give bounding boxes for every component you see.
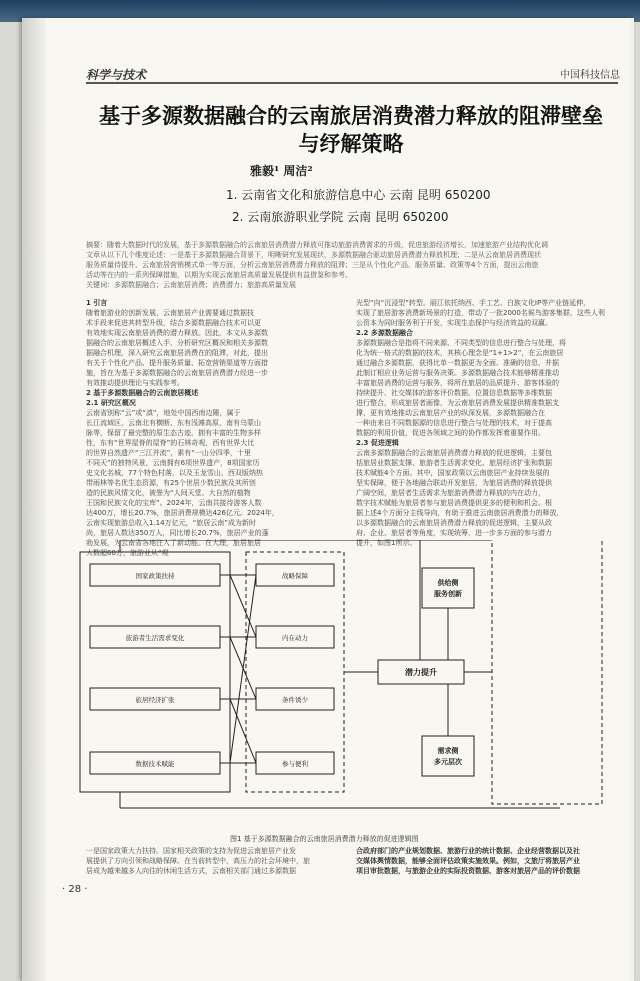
text-line: 一种由来自不同数据源的信息进行整合与处理的技术，对于提高 [356, 419, 552, 427]
text-line: 带雨林等名优生态资源，有25个世居少数民族及其所创 [86, 479, 256, 487]
paper-title-line1: 基于多源数据融合的云南旅居消费潜力释放的阻滞壁垒 [99, 103, 603, 128]
page-spine [22, 18, 46, 981]
box-strategy: 战略保障 [282, 572, 308, 580]
text-line: 王国和民族文化的宝库”。2024年，云南共接待游客人数 [86, 499, 262, 507]
text-line: 一是国家政策大力扶持。国家相关政策的支持为促进云南旅居产业发 [86, 847, 296, 855]
text-line: 达400万，增长20.7%，旅居消费规模达426亿元。2024年， [86, 509, 279, 517]
figure-caption: 图1 基于多源数据融合的云南旅居消费潜力释放的促进逻辑图 [230, 835, 419, 843]
right-container [492, 540, 602, 804]
text-line: 史文化名城，77个特色村落，以及玉龙雪山、西双版纳热 [86, 469, 263, 477]
text-line: 脉等，保留了最完整的原生态古迹，拥有丰富的生物多样 [86, 429, 261, 437]
section-label: 科学与技术 [86, 68, 147, 82]
affiliation-1: 1. 云南省文化和旅游信息中心 云南 昆明 650200 [226, 188, 491, 202]
affiliation-2: 2. 云南旅游职业学院 云南 昆明 650200 [232, 210, 449, 224]
text-line: 项目审批数据，与旅游企业的实际投资数据、游客对旅居产品的评价数据 [356, 867, 580, 875]
left-container [80, 552, 230, 792]
text-line: 性，东有“世界屋脊的屋脊”的石林奇观，西有世界大比 [86, 439, 255, 447]
text-line: 数字技术赋能为旅居者参与旅居消费提供更多的便利和机会。根 [356, 499, 552, 507]
text-line: 多源数据融合是指将不同来源、不同类型的信息进行整合与处理，将 [356, 339, 566, 347]
text-line: 云南省别称“云”或“滇”，地处中国西南边陲，属于 [86, 409, 241, 417]
box-convenience: 参与便利 [282, 760, 308, 768]
text-line: 人数超60万，旅游业从“观 [86, 549, 169, 557]
text-line: 合政府部门的产业规划数据、旅游行业的统计数据、企业经营数据以及社 [356, 847, 580, 855]
text-line: 长江流域区，云南北有横断、东有浅滩高原，南有乌蒙山 [86, 419, 261, 427]
text-line: 尚，旅居人数达350万人，同比增长20.7%，旅居产业的蓬 [86, 529, 269, 537]
journal-name: 中国科技信息 [560, 70, 620, 81]
box-tech: 数据技术赋能 [135, 760, 175, 768]
heading-data-fusion: 2.2 多源数据融合 [356, 329, 413, 337]
text-line: 展提供了方向引领和战略保障。在当前转型中，高压力的社会环境中，旅 [86, 857, 310, 865]
text-line: 的世界自然遗产“三江并流”，素有“一山分四季，十里 [86, 449, 251, 457]
text-line: 云南实现旅游总收入1.14万亿元，“旅居云南”成为新时 [86, 519, 256, 527]
text-line: 通过融合多源数据，获得比单一数据更为全面、准确的信息，并据 [356, 359, 559, 367]
keywords: 关键词：多源数据融合；云南旅居消费；消费潜力；旅游高质量发展 [86, 281, 296, 289]
text-line: 施，旨在为基于多源数据融合的云南旅居消费潜力经进一步 [86, 369, 268, 377]
text-line: 有效地实现云南旅居消费的潜力释放。因此，本文从多源数 [86, 329, 268, 337]
page-number: · 28 · [62, 884, 88, 895]
text-line: 实现了旅居游客消费新场景的打造，带动了一批2000名候鸟游客集群，这些人利 [356, 309, 605, 317]
box-demand-change: 旅游者生活需求变化 [125, 634, 185, 642]
abstract-line: 服务质量待提升、云南旅居营销模式单一等方面，分析云南旅居消费潜力释放的阻滞；三是从个性化产品、服务质量、政策等4个方面，提出云南旅 [86, 261, 539, 269]
abstract [86, 240, 606, 290]
text-line: 以多源数据融合的云南旅居消费潜力释放的促进逻辑，主要从政 [356, 519, 552, 527]
text-line: 有效推动提供理论与实践参考。 [86, 379, 184, 387]
box-motivation: 内在动力 [282, 634, 308, 642]
heading-study-area: 2.1 研究区概况 [86, 399, 136, 407]
abstract-line: 摘要：随着大数据时代的发展，基于多源数据融合的云南旅居消费潜力释放可推动旅游消费需求的升级，促进旅游经济增长，加速旅游产业结构优化调 [86, 241, 548, 249]
right-column-body [356, 298, 610, 548]
text-line: 府、企业、旅居者等角度，实现统筹，进一步多方面的参与潜力 [356, 529, 552, 537]
abstract-line: 文章从以下几个维度论述：一是基于多源数据融合背景下，明晰研究发展现状，多源数据融合驱动旅居消费潜力释放机理；二是从云南旅居消费现状 [86, 251, 541, 259]
text-line: 据融合机理，深入研究云南旅居消费在的阻滞，对此，提出 [86, 349, 268, 357]
text-line: 公资本为同时服务利于开发，实现生态保护与经济效益的双赢。 [356, 319, 552, 327]
heading-logic: 2.3 促进逻辑 [356, 439, 399, 447]
box-economy: 旅居经济扩张 [135, 696, 175, 704]
right-column [356, 298, 610, 548]
text-line: 持续提升、社交媒体的游客评价数据、位置信息数据等多维数据 [356, 389, 552, 397]
box-supply-line1: 供给侧 [437, 579, 459, 587]
heading-intro: 1 引言 [86, 299, 108, 307]
text-line: 撑，更有效地推动云南旅居产业的纵深发展，多源数据融合在 [356, 409, 545, 417]
text-line: 坚实保障，便于各地融合联动开发旅居，为旅居消费的释放提供 [356, 479, 552, 487]
text-line: 据上述4个方面分主线导向，有助于推进云南旅居消费潜力的释放， [356, 509, 564, 517]
authors: 雅毅¹ 周洁² [250, 164, 313, 178]
text-line: 术手段来促进其转型升级，结合多源数据融合技术可以更 [86, 319, 261, 327]
heading-overview: 2 基于多源数据融合的云南旅居概述 [86, 389, 199, 397]
text-line: 此制订相应业务运营与服务决策。多源数据融合技术能够精准推动 [356, 369, 559, 377]
box-potential: 潜力提升 [405, 668, 437, 677]
bottom-right-text [356, 846, 618, 876]
paper-title-line2: 与纾解策略 [298, 131, 404, 156]
bottom-left-text [86, 846, 340, 876]
text-line: 勃发展，为云南省各地注入了新动能。在大理，旅居旅居 [86, 539, 261, 547]
text-line: 据融合的云南旅居概述入手，分析研究区概况和相关多源数 [86, 339, 268, 347]
text-line: 随着旅游业的创新发展，云南旅居产业需要通过数据技 [86, 309, 254, 317]
box-condition: 条件诱少 [282, 696, 308, 704]
header-rule [86, 82, 618, 84]
left-column [86, 298, 340, 558]
box-policy: 国家政策扶持 [135, 572, 175, 580]
text-line: 技术赋能4个方面。其中，国家政策以云南旅居产业持续发展的 [356, 469, 550, 477]
text-line: 数据的利用价值，促进各领域之间的协作都发挥着重要作用。 [356, 429, 545, 437]
text-line: 括旅居业数据支撑、旅游者生活需求变化、旅居经济扩张和数据 [356, 459, 552, 467]
mid-container [246, 552, 344, 792]
text-line: 造的民族风情文化，被誉为“人间天堂、大自然的植物 [86, 489, 251, 497]
box-demand-line1: 需求侧 [437, 747, 459, 755]
box-supply-line2: 服务创新 [434, 590, 462, 598]
box-demand-line2: 多元层次 [434, 758, 462, 766]
text-line: 居成为越来越多人向往的休闲生活方式，云南相关部门通过多源数据 [86, 867, 296, 875]
text-line: 有关于个性化产品、提升服务质量、拓宽营销渠道等方面措 [86, 359, 268, 367]
text-line: 提升，如图1所示。 [356, 539, 417, 547]
text-line: 光型”向“沉浸型”转型。丽江依托纳西、手工艺、白族文化IP等产业链延伸， [356, 299, 591, 307]
text-line: 交媒体舆情数据，能够全面评估政策实施效果。例如，文旅厅将旅居产业 [356, 857, 580, 865]
abstract-line: 活动等在内的一系列保障措施，以期为实现云南旅居高质量发展提供有益借鉴和参考。 [86, 271, 352, 279]
text-line: 云南多源数据融合的云南旅居消费潜力释放的促进逻辑，主要包 [356, 449, 552, 457]
text-line: 丰富旅居消费的运营与服务，将所在旅居的品质提升、游客体验的 [356, 379, 559, 387]
text-line: 广阔空间，旅居者生活需求为旅游消费潜力释放的内在动力， [356, 489, 545, 497]
left-column-body [86, 308, 340, 558]
logic-diagram [60, 540, 620, 830]
text-line: 进行整合，形成旅居者画像，为云南旅居消费发展提供精准数据支 [356, 399, 559, 407]
text-line: 化为统一格式的数据的技术，其核心理念是“1+1>2”，在云南旅居 [356, 349, 564, 357]
text-line: 不同天”的独特风景，云南拥有6项世界遗产，8项国家历 [86, 459, 260, 467]
